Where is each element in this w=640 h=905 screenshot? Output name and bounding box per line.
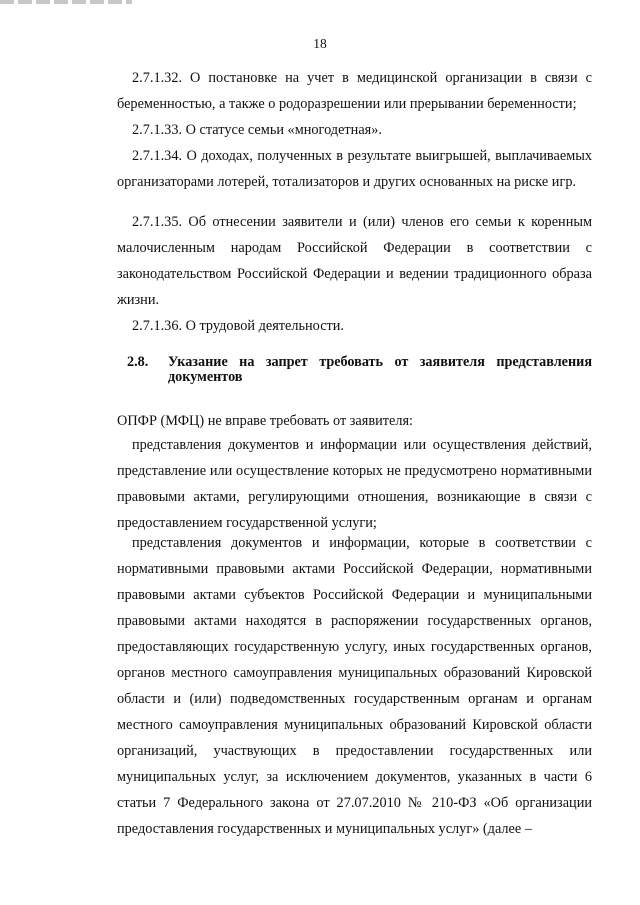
paragraph-2-7-1-35: 2.7.1.35. Об отнесении заявители и (или) членов его семьи к коренным малочисленным народам Российской Федерации в соответствии с законодательством Российской Федерации и ведении традиционного образа жизни. (117, 214, 592, 308)
section-title: Указание на запрет требовать от заявителя представления документов (168, 354, 592, 385)
paragraph-2-7-1-33: 2.7.1.33. О статусе семьи «многодетная». (132, 122, 382, 138)
paragraph-2-7-1-32: 2.7.1.32. О постановке на учет в медицинской организации в связи с беременностью, а также о родоразрешении или прерывании беременности; (117, 70, 592, 112)
body-item-2: представления документов и информации, которые в соответствии с нормативными правовыми актами Российской Федерации, нормативными правовыми актами субъектов Российской Федерации и муниципальными правовыми актами находятся в распоряжении государственных органов, предоставляющих государственную услугу, иных государственных органов, органов местного самоуправления муниципальных образований Кировской области и (или) подведомственных государственным органам и органам местного самоуправления муниципальных образований Кировской области организаций, участвующих в предоставлении государственных или муниципальных услуг, за исключением документов, указанных в части 6 статьи 7 Федерального закона от 27.07.2010 № 210-ФЗ «Об организации предоставления государственных и муниципальных услуг» (далее – (117, 535, 592, 837)
paragraph-2-7-1-36: 2.7.1.36. О трудовой деятельности. (132, 318, 345, 334)
body-item-1: представления документов и информации или осуществления действий, представление или осуществление которых не предусмотрено нормативными правовыми актами, регулирующими отношения, возникающие в связи с предоставлением государственной услуги; (117, 437, 592, 531)
section-heading-2-8 (127, 355, 592, 385)
page-number: 18 (313, 36, 327, 51)
body-intro: ОПФР (МФЦ) не вправе требовать от заявителя: (117, 413, 414, 429)
section-number: 2.8. (127, 354, 149, 370)
scan-edge-mark (0, 0, 132, 4)
paragraph-2-7-1-34: 2.7.1.34. О доходах, полученных в результате выигрышей, выплачиваемых организаторами лотерей, тотализаторов и других основанных на риске игр. (117, 148, 592, 190)
